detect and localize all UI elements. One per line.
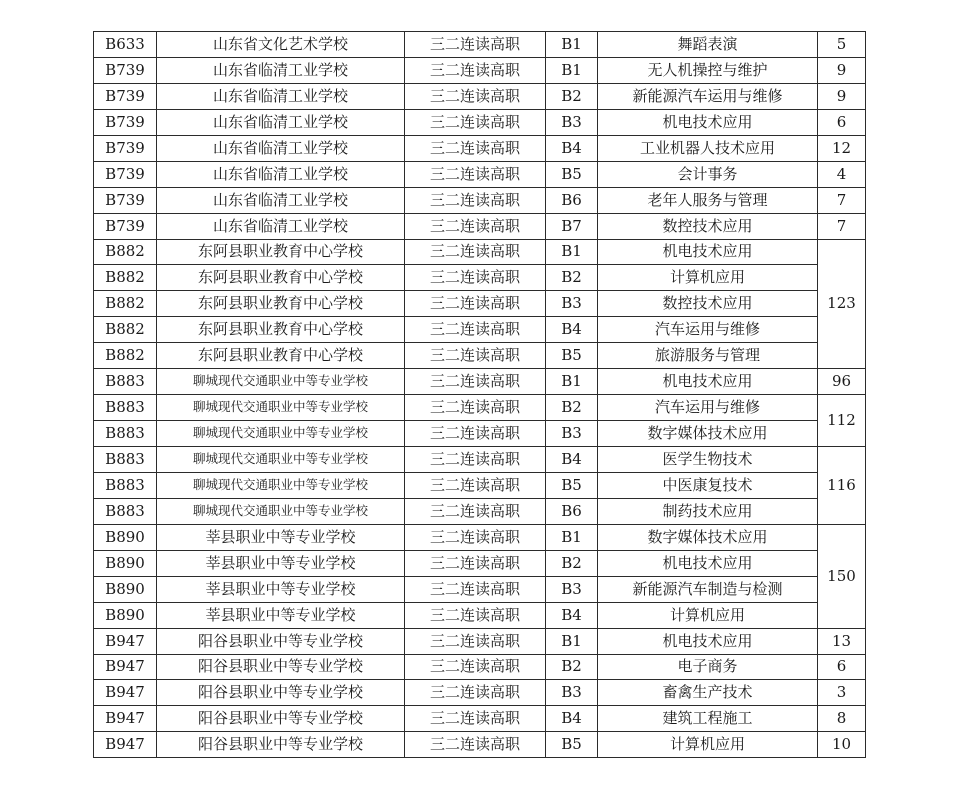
enrollment-plan-cell: 10 [818,732,866,758]
school-name-cell: 东阿县职业教育中心学校 [157,317,405,343]
enrollment-plan-cell: 150 [818,524,866,628]
program-type-cell: 三二连读高职 [405,187,546,213]
major-code-cell: B2 [546,265,598,291]
enrollment-plan-cell: 5 [818,32,866,58]
school-code-cell: B947 [94,706,157,732]
major-name-cell: 会计事务 [598,161,818,187]
school-name-cell: 山东省临清工业学校 [157,57,405,83]
program-type-cell: 三二连读高职 [405,161,546,187]
table-row [94,498,866,524]
major-name-cell: 建筑工程施工 [598,706,818,732]
major-code-cell: B3 [546,680,598,706]
major-name-cell: 旅游服务与管理 [598,343,818,369]
major-code-cell: B3 [546,109,598,135]
enrollment-plan-cell: 4 [818,161,866,187]
major-name-cell: 计算机应用 [598,265,818,291]
table-row [94,628,866,654]
table-row [94,524,866,550]
major-code-cell: B4 [546,602,598,628]
program-type-cell: 三二连读高职 [405,239,546,265]
major-name-cell: 机电技术应用 [598,109,818,135]
table-row [94,213,866,239]
major-name-cell: 数字媒体技术应用 [598,524,818,550]
major-code-cell: B5 [546,732,598,758]
major-name-cell: 机电技术应用 [598,550,818,576]
school-name-cell: 山东省临清工业学校 [157,83,405,109]
enrollment-plan-cell: 9 [818,57,866,83]
program-type-cell: 三二连读高职 [405,576,546,602]
school-name-cell: 东阿县职业教育中心学校 [157,291,405,317]
school-name-cell: 阳谷县职业中等专业学校 [157,628,405,654]
major-code-cell: B1 [546,628,598,654]
school-code-cell: B883 [94,472,157,498]
school-code-cell: B882 [94,265,157,291]
major-name-cell: 机电技术应用 [598,239,818,265]
table-row [94,57,866,83]
school-code-cell: B739 [94,135,157,161]
school-code-cell: B947 [94,680,157,706]
major-code-cell: B3 [546,291,598,317]
enrollment-plan-cell: 6 [818,654,866,680]
school-code-cell: B739 [94,57,157,83]
school-code-cell: B882 [94,239,157,265]
program-type-cell: 三二连读高职 [405,706,546,732]
program-type-cell: 三二连读高职 [405,472,546,498]
school-code-cell: B883 [94,421,157,447]
school-name-cell: 聊城现代交通职业中等专业学校 [157,369,405,395]
school-code-cell: B739 [94,187,157,213]
major-code-cell: B5 [546,161,598,187]
program-type-cell: 三二连读高职 [405,421,546,447]
enrollment-plan-cell: 112 [818,395,866,447]
school-code-cell: B882 [94,343,157,369]
enrollment-plan-cell: 12 [818,135,866,161]
program-type-cell: 三二连读高职 [405,291,546,317]
table-row [94,291,866,317]
program-type-cell: 三二连读高职 [405,628,546,654]
major-name-cell: 工业机器人技术应用 [598,135,818,161]
school-code-cell: B882 [94,317,157,343]
major-code-cell: B4 [546,317,598,343]
school-code-cell: B890 [94,524,157,550]
table-row [94,706,866,732]
major-name-cell: 机电技术应用 [598,628,818,654]
school-code-cell: B739 [94,213,157,239]
major-code-cell: B4 [546,706,598,732]
major-code-cell: B1 [546,369,598,395]
school-code-cell: B890 [94,602,157,628]
major-code-cell: B1 [546,239,598,265]
school-name-cell: 山东省临清工业学校 [157,161,405,187]
program-type-cell: 三二连读高职 [405,680,546,706]
enrollment-plan-cell: 7 [818,213,866,239]
school-name-cell: 东阿县职业教育中心学校 [157,239,405,265]
program-type-cell: 三二连读高职 [405,213,546,239]
major-name-cell: 制药技术应用 [598,498,818,524]
school-code-cell: B947 [94,628,157,654]
school-name-cell: 山东省临清工业学校 [157,109,405,135]
school-name-cell: 山东省文化艺术学校 [157,32,405,58]
enrollment-plan-cell: 8 [818,706,866,732]
major-code-cell: B6 [546,498,598,524]
major-name-cell: 老年人服务与管理 [598,187,818,213]
program-type-cell: 三二连读高职 [405,135,546,161]
enrollment-plan-cell: 96 [818,369,866,395]
major-code-cell: B4 [546,447,598,473]
enrollment-plan-cell: 3 [818,680,866,706]
table-row [94,550,866,576]
table-row [94,187,866,213]
school-code-cell: B947 [94,732,157,758]
major-code-cell: B1 [546,524,598,550]
program-type-cell: 三二连读高职 [405,498,546,524]
school-name-cell: 莘县职业中等专业学校 [157,550,405,576]
school-code-cell: B890 [94,550,157,576]
major-code-cell: B3 [546,421,598,447]
school-name-cell: 聊城现代交通职业中等专业学校 [157,498,405,524]
major-name-cell: 畜禽生产技术 [598,680,818,706]
table-row [94,343,866,369]
school-name-cell: 东阿县职业教育中心学校 [157,265,405,291]
table-row [94,239,866,265]
program-type-cell: 三二连读高职 [405,109,546,135]
table-row [94,161,866,187]
major-name-cell: 新能源汽车制造与检测 [598,576,818,602]
school-name-cell: 阳谷县职业中等专业学校 [157,732,405,758]
program-type-cell: 三二连读高职 [405,654,546,680]
major-code-cell: B1 [546,57,598,83]
table-row [94,602,866,628]
major-code-cell: B2 [546,654,598,680]
school-name-cell: 聊城现代交通职业中等专业学校 [157,447,405,473]
major-code-cell: B2 [546,395,598,421]
major-name-cell: 计算机应用 [598,602,818,628]
school-name-cell: 山东省临清工业学校 [157,187,405,213]
major-name-cell: 机电技术应用 [598,369,818,395]
program-type-cell: 三二连读高职 [405,524,546,550]
major-code-cell: B1 [546,32,598,58]
major-name-cell: 新能源汽车运用与维修 [598,83,818,109]
program-type-cell: 三二连读高职 [405,343,546,369]
major-name-cell: 数字媒体技术应用 [598,421,818,447]
table-row [94,135,866,161]
major-name-cell: 汽车运用与维修 [598,395,818,421]
school-name-cell: 聊城现代交通职业中等专业学校 [157,472,405,498]
program-type-cell: 三二连读高职 [405,447,546,473]
school-name-cell: 山东省临清工业学校 [157,213,405,239]
program-type-cell: 三二连读高职 [405,83,546,109]
program-type-cell: 三二连读高职 [405,32,546,58]
school-name-cell: 莘县职业中等专业学校 [157,576,405,602]
table-row [94,472,866,498]
enrollment-plan-cell: 13 [818,628,866,654]
school-code-cell: B890 [94,576,157,602]
enrollment-plan-cell: 6 [818,109,866,135]
major-name-cell: 舞蹈表演 [598,32,818,58]
school-name-cell: 聊城现代交通职业中等专业学校 [157,421,405,447]
school-code-cell: B739 [94,83,157,109]
table-row [94,680,866,706]
school-name-cell: 聊城现代交通职业中等专业学校 [157,395,405,421]
table-row [94,32,866,58]
major-name-cell: 无人机操控与维护 [598,57,818,83]
school-code-cell: B739 [94,109,157,135]
program-type-cell: 三二连读高职 [405,550,546,576]
school-code-cell: B883 [94,447,157,473]
major-name-cell: 中医康复技术 [598,472,818,498]
table-row [94,654,866,680]
major-code-cell: B2 [546,83,598,109]
major-code-cell: B3 [546,576,598,602]
major-code-cell: B6 [546,187,598,213]
school-code-cell: B947 [94,654,157,680]
table-row [94,317,866,343]
program-type-cell: 三二连读高职 [405,602,546,628]
school-code-cell: B633 [94,32,157,58]
school-code-cell: B883 [94,498,157,524]
table-row [94,109,866,135]
table-body [94,32,866,758]
table-row [94,421,866,447]
program-type-cell: 三二连读高职 [405,369,546,395]
table-row [94,265,866,291]
school-code-cell: B882 [94,291,157,317]
major-code-cell: B5 [546,472,598,498]
school-name-cell: 阳谷县职业中等专业学校 [157,654,405,680]
major-code-cell: B2 [546,550,598,576]
major-name-cell: 数控技术应用 [598,291,818,317]
school-code-cell: B883 [94,369,157,395]
school-name-cell: 莘县职业中等专业学校 [157,524,405,550]
school-name-cell: 莘县职业中等专业学校 [157,602,405,628]
program-type-cell: 三二连读高职 [405,57,546,83]
program-type-cell: 三二连读高职 [405,317,546,343]
enrollment-plan-cell: 116 [818,447,866,525]
enrollment-plan-cell: 7 [818,187,866,213]
major-name-cell: 医学生物技术 [598,447,818,473]
table-row [94,576,866,602]
major-name-cell: 计算机应用 [598,732,818,758]
major-code-cell: B7 [546,213,598,239]
school-name-cell: 阳谷县职业中等专业学校 [157,706,405,732]
enrollment-plan-cell: 9 [818,83,866,109]
school-name-cell: 东阿县职业教育中心学校 [157,343,405,369]
school-name-cell: 阳谷县职业中等专业学校 [157,680,405,706]
program-type-cell: 三二连读高职 [405,395,546,421]
enrollment-plan-cell: 123 [818,239,866,369]
admissions-plan-table [93,31,866,758]
table-row [94,447,866,473]
major-name-cell: 数控技术应用 [598,213,818,239]
program-type-cell: 三二连读高职 [405,265,546,291]
table-row [94,732,866,758]
major-name-cell: 电子商务 [598,654,818,680]
school-name-cell: 山东省临清工业学校 [157,135,405,161]
school-code-cell: B739 [94,161,157,187]
table-row [94,83,866,109]
major-code-cell: B4 [546,135,598,161]
major-name-cell: 汽车运用与维修 [598,317,818,343]
major-code-cell: B5 [546,343,598,369]
school-code-cell: B883 [94,395,157,421]
table-row [94,369,866,395]
program-type-cell: 三二连读高职 [405,732,546,758]
table-row [94,395,866,421]
